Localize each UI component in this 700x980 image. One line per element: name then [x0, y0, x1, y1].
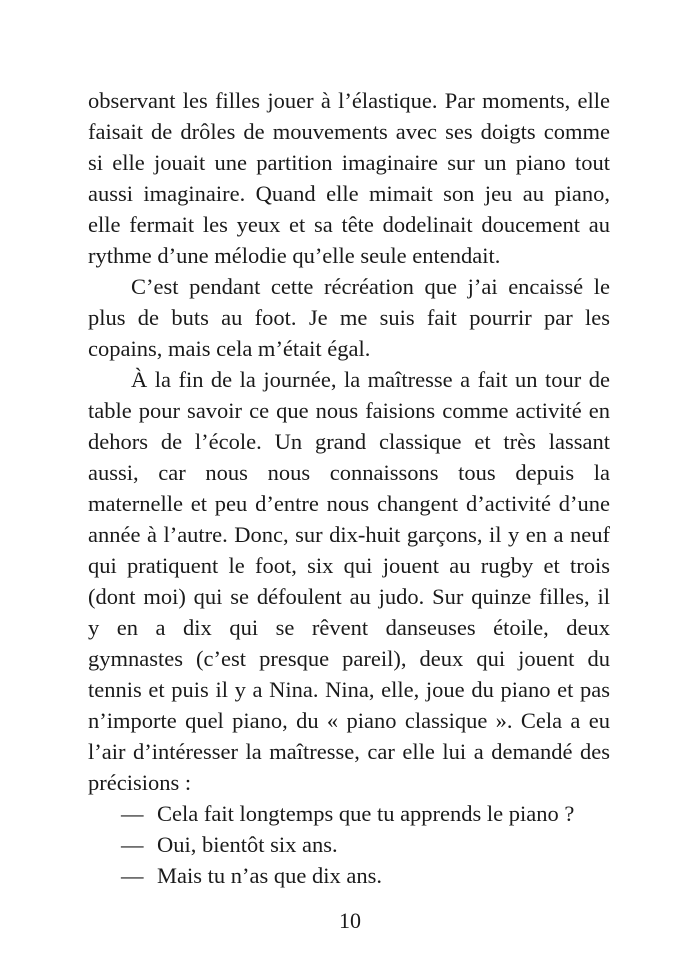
text-line: aussi imaginaire. Quand elle mimait son jeu au piano, — [88, 181, 610, 206]
text-line: elle fermait les yeux et sa tête dodelinait doucement au — [88, 212, 610, 237]
text-line: qui pratiquent le foot, six qui jouent au rugby et trois — [88, 553, 610, 578]
page-number: 10 — [339, 908, 361, 933]
em-dash: — — [121, 832, 144, 857]
text-line: À la fin de la journée, la maîtresse a fait un tour de — [131, 367, 610, 392]
text-line: (dont moi) qui se défoulent au judo. Sur quinze filles, il — [88, 584, 610, 609]
text-line: y en a dix qui se rêvent danseuses étoile, deux — [88, 615, 610, 640]
text-line: C’est pendant cette récréation que j’ai encaissé le — [131, 274, 610, 299]
text-line: copains, mais cela m’était égal. — [88, 336, 371, 361]
text-line: rythme d’une mélodie qu’elle seule entendait. — [88, 243, 501, 268]
text-line: gymnastes (c’est presque pareil), deux qui jouent du — [88, 646, 610, 671]
dialogue-line — [88, 798, 610, 829]
em-dash: — — [121, 801, 144, 826]
text-line: plus de buts au foot. Je me suis fait pourrir par les — [88, 305, 610, 330]
paragraph-1 — [88, 85, 610, 271]
text-line: dehors de l’école. Un grand classique et très lassant — [88, 429, 610, 454]
dialogue-text: Oui, bientôt six ans. — [157, 832, 338, 857]
dialogue-line — [88, 860, 610, 891]
text-line: l’air d’intéresser la maîtresse, car elle lui a demandé des — [88, 739, 610, 764]
dialogue-text: Cela fait longtemps que tu apprends le piano ? — [157, 801, 575, 826]
text-line: faisait de drôles de mouvements avec ses doigts comme — [88, 119, 610, 144]
text-line: tennis et puis il y a Nina. Nina, elle, joue du piano et pas — [88, 677, 610, 702]
text-line: table pour savoir ce que nous faisions comme activité en — [88, 398, 610, 423]
paragraph-2 — [88, 271, 610, 364]
page-body — [88, 85, 610, 891]
dialogue — [88, 798, 610, 891]
text-line: aussi, car nous nous connaissons tous depuis la — [88, 460, 610, 485]
text-line: année à l’autre. Donc, sur dix-huit garçons, il y en a neuf — [88, 522, 610, 547]
dialogue-text: Mais tu n’as que dix ans. — [157, 863, 382, 888]
dialogue-line — [88, 829, 610, 860]
text-line: n’importe quel piano, du « piano classique ». Cela a eu — [88, 708, 610, 733]
em-dash: — — [121, 863, 144, 888]
text-line: observant les filles jouer à l’élastique. Par moments, elle — [88, 88, 610, 113]
text-line: maternelle et peu d’entre nous changent d’activité d’une — [88, 491, 610, 516]
text-line: précisions : — [88, 770, 192, 795]
paragraph-3 — [88, 364, 610, 798]
text-line: si elle jouait une partition imaginaire sur un piano tout — [88, 150, 610, 175]
